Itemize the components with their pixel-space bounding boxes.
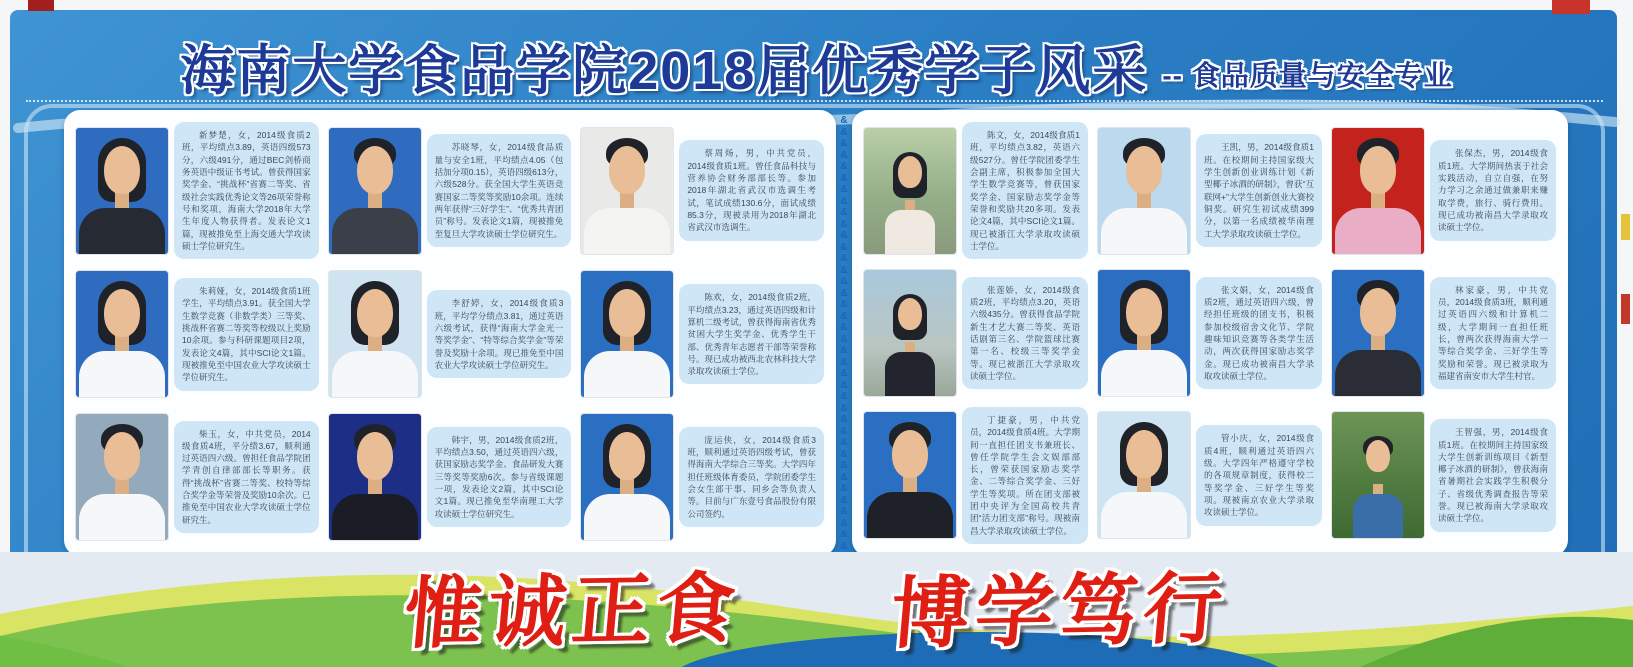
poster-title: 海南大学食品学院2018届优秀学子风采 bbox=[180, 41, 1149, 101]
photo-shirt bbox=[1335, 350, 1421, 396]
student-photo bbox=[76, 271, 168, 397]
student-photo bbox=[329, 414, 421, 540]
student-card bbox=[1098, 267, 1322, 399]
photo-shirt bbox=[332, 351, 418, 397]
photo-face bbox=[104, 289, 140, 337]
student-photo bbox=[581, 414, 673, 540]
motto-row bbox=[0, 550, 1633, 660]
student-card bbox=[581, 410, 824, 544]
student-card bbox=[581, 122, 824, 259]
ampersand-glyph: & bbox=[840, 138, 848, 149]
student-card bbox=[76, 267, 319, 401]
student-card bbox=[1098, 407, 1322, 544]
student-photo bbox=[1098, 270, 1190, 396]
photo-face bbox=[104, 146, 140, 194]
ampersand-glyph: & bbox=[840, 276, 848, 287]
student-bio: 朱莉娅，女，2014级食质1班学生，平均绩点3.91。获全国大学生数学竞赛（非数学类）三等奖、挑战杯省赛二等奖等校级以上奖励10余项。参与科研课题项目2项，发表论文4篇，其中SCI论文1篇。现被推免至中国农业大学攻读硕士学位研究生。 bbox=[174, 278, 319, 391]
photo-face bbox=[1126, 288, 1162, 336]
student-photo bbox=[1332, 128, 1424, 254]
student-card bbox=[1332, 267, 1556, 399]
ampersand-divider bbox=[836, 116, 852, 552]
photo-shirt bbox=[867, 492, 953, 538]
student-photo bbox=[864, 412, 956, 538]
ampersand-glyph: & bbox=[840, 379, 848, 391]
student-card bbox=[76, 122, 319, 259]
photo-shirt bbox=[332, 208, 418, 254]
student-bio: 苏晓琴，女，2014级食品质量与安全1班，平均绩点4.05（包括加分项0.15），英语四级613分，六级528分。获全国大学生英语竞赛国家二等奖等奖励10余项。连续两年获得“三好学生”、“优秀共青团员”称号。发表论文1篇，现被推免至复旦大学攻读硕士学位研究生。 bbox=[427, 134, 572, 247]
ampersand-glyph: & bbox=[840, 494, 848, 506]
photo-face bbox=[357, 146, 393, 194]
ampersand-glyph: & bbox=[840, 333, 848, 345]
ampersand-glyph: & bbox=[840, 368, 848, 379]
ampersand-glyph: & bbox=[840, 149, 848, 161]
student-photo bbox=[581, 271, 673, 397]
photo-shirt bbox=[584, 494, 670, 540]
edge-mark-yellow bbox=[1621, 214, 1630, 240]
photo-face bbox=[609, 146, 645, 194]
ampersand-glyph: & bbox=[840, 391, 848, 402]
student-card bbox=[864, 407, 1088, 544]
ampersand-glyph: & bbox=[840, 437, 848, 448]
student-card bbox=[581, 267, 824, 401]
student-bio: 管小庆，女，2014级食质4班，顺利通过英语四六级。大学四年严格遵守学校的各项规章制度，获得校二等奖学金、三好学生等奖项。现被南京农业大学录取攻读硕士学位。 bbox=[1196, 425, 1322, 525]
photo-shirt bbox=[79, 494, 165, 540]
photo-face bbox=[357, 289, 393, 337]
ampersand-glyph: & bbox=[840, 471, 848, 483]
ampersand-glyph: & bbox=[840, 184, 848, 195]
student-bio: 张保杰，男，2014级食质1班。大学期间热衷于社会实践活动，自立自强，在努力学习之余通过做兼职来赚取学费，旅行、骑行费用。现已成功被南昌大学录取攻读硕士学位。 bbox=[1430, 140, 1556, 240]
student-photo bbox=[1098, 128, 1190, 254]
student-bio: 林家豪，男，中共党员，2014级食质3班，顺利通过英语四六级和计算机二级，大学期间一直担任班长，曾两次获得海南大学一等综合奖学金、三好学生等奖励和荣誉。现已被录取为福建省南安市大学生村官。 bbox=[1430, 277, 1556, 390]
photo-face bbox=[1126, 430, 1162, 478]
student-card bbox=[864, 122, 1088, 259]
ampersand-glyph: & bbox=[840, 517, 848, 529]
student-bio: 张莲娇，女，2014级食质2班，平均绩点3.20，英语六级435分。曾获得食品学院新生才艺大赛二等奖、英语话剧第三名、学院篮球比赛第一名、校级三等奖学金等。现已被浙江大学录取攻读硕士学位。 bbox=[962, 277, 1088, 390]
ampersand-glyph: & bbox=[840, 414, 848, 425]
ampersand-glyph: & bbox=[840, 126, 848, 138]
student-photo bbox=[1332, 412, 1424, 538]
photo-shirt bbox=[584, 351, 670, 397]
ampersand-glyph: & bbox=[840, 241, 848, 253]
student-bio: 丁捷豪，男，中共党员，2014级食质4班。大学期间一直担任团支书兼班长、曾任学院学生会文娱部部长，曾荣获国家励志奖学金、二等综合奖学金、三好学生等奖项。所在团支部被团中央评为全国高校共青团“活力团支部”称号。现被南昌大学录取攻读硕士学位。 bbox=[962, 407, 1088, 544]
student-card bbox=[1098, 122, 1322, 259]
photo-shirt bbox=[1101, 350, 1187, 396]
photo-face bbox=[898, 298, 922, 330]
photo-shirt bbox=[332, 494, 418, 540]
student-bio: 韩宇，男，2014级食质2班，平均绩点3.50，通过英语四六级，获国家励志奖学金、食品研发大赛三等奖等奖励6次。参与省级课题一项，发表论文2篇，其中SCI论文1篇。现已推免至华南理工大学攻读硕士学位研究生。 bbox=[427, 427, 572, 527]
photo-shirt bbox=[1335, 208, 1421, 254]
photo-shirt bbox=[79, 351, 165, 397]
photo-face bbox=[1126, 146, 1162, 194]
ampersand-glyph: & bbox=[840, 356, 848, 368]
ampersand-glyph: & bbox=[840, 115, 848, 126]
ampersand-glyph: & bbox=[840, 230, 848, 241]
student-photo bbox=[329, 128, 421, 254]
photo-shirt bbox=[885, 210, 935, 254]
student-card bbox=[329, 122, 572, 259]
edge-mark-red bbox=[1621, 294, 1630, 324]
student-bio: 新梦楚，女，2014级食质2班，平均绩点3.89，英语四级573分，六级491分，通过BEC剑桥商务英语中级证书考试。曾获得国家奖学金、“挑战杯”省赛二等奖、省级社会实践优秀论文等26项荣誉称号和奖项，海南大学2018年大学生年度人物获得者。发表论文1篇，现被推免至上海交通大学攻读硕士学位研究生。 bbox=[174, 122, 319, 259]
photo-face bbox=[1360, 288, 1396, 336]
photo-shirt bbox=[1101, 492, 1187, 538]
corner-tab-right bbox=[1552, 0, 1590, 14]
student-photo bbox=[864, 128, 956, 254]
ampersand-glyph: & bbox=[840, 299, 848, 310]
student-bio: 王凯，男，2014级食质1班。在校期间主持国家级大学生创新创业训练计划《新型椰子冰酒的研制》，曾获“互联网+”大学生创新创业大赛校铜奖。研究生初试成绩399分，以第一名成绩被华南理工大学录取攻读硕士学位。 bbox=[1196, 134, 1322, 247]
photo-shirt bbox=[1353, 494, 1403, 538]
title-row bbox=[0, 14, 1633, 101]
ampersand-glyph: & bbox=[840, 345, 848, 356]
photo-shirt bbox=[1101, 208, 1187, 254]
ampersand-glyph: & bbox=[840, 207, 848, 218]
ampersand-glyph: & bbox=[840, 460, 848, 471]
photo-face bbox=[892, 430, 928, 478]
student-card bbox=[1332, 122, 1556, 259]
student-bio: 张文娟，女，2014级食质2班，通过英语四六级，曾经担任班级的团支书，积极参加校级宿舍文化节、学院趣味知识竞赛等各类学生活动，两次获得国家励志奖学金。现已成功被南昌大学录取攻读硕士学位。 bbox=[1196, 277, 1322, 390]
ampersand-glyph: & bbox=[840, 264, 848, 276]
student-card bbox=[329, 410, 572, 544]
photo-face bbox=[609, 432, 645, 480]
motto-right: 博学笃行 bbox=[886, 564, 1232, 658]
student-photo bbox=[1332, 270, 1424, 396]
right-student-panel bbox=[852, 110, 1568, 556]
photo-face bbox=[898, 156, 922, 188]
photo-shirt bbox=[79, 208, 165, 254]
student-photo bbox=[76, 414, 168, 540]
ampersand-glyph: & bbox=[840, 172, 848, 184]
photo-face bbox=[357, 432, 393, 480]
photo-face bbox=[1366, 440, 1390, 472]
student-photo bbox=[581, 128, 673, 254]
student-photo bbox=[864, 270, 956, 396]
ampersand-glyph: & bbox=[840, 529, 848, 540]
ampersand-glyph: & bbox=[840, 161, 848, 172]
student-bio: 庞运侠，女，2014级食质3班，顺利通过英语四级考试，曾获得海南大学综合三等奖。大学四年担任班级体育委员，学院团委学生会女生部干事、同乡会等负责人等。目前与广东壹号食品股份有限公司签约。 bbox=[679, 427, 824, 527]
ampersand-glyph: & bbox=[840, 310, 848, 322]
left-student-panel bbox=[64, 110, 836, 556]
student-card bbox=[76, 410, 319, 544]
corner-tab-left bbox=[28, 0, 54, 11]
student-bio: 李舒婷，女，2014级食质3班，平均学分绩点3.81，通过英语六级考试，获得“海南大学金光一等奖学金”、“特等综合奖学金”等荣誉及奖励十余项。现已推免至中国农业大学攻读硕士学位研究生。 bbox=[427, 290, 572, 378]
ampersand-glyph: & bbox=[840, 402, 848, 414]
ampersand-glyph: & bbox=[840, 540, 848, 552]
ampersand-glyph: & bbox=[840, 195, 848, 207]
student-card bbox=[329, 267, 572, 401]
student-bio: 陈欢，女，2014级食质2班，平均绩点3.23，通过英语四级和计算机二级考试，曾获得海南省优秀贫困大学生奖学金、优秀学生干部、优秀青年志愿者干部等荣誉称号。现已成功被西北农林科技大学录取攻读硕士学位。 bbox=[679, 284, 824, 384]
student-bio: 蔡周炀，男，中共党员，2014级食质1班。曾任食品科技与营养协会财务部部长等。参加2018年湖北省武汉市选调生考试，笔试成绩130.6分，面试成绩85.3分，现被录用为2018年湖北省武汉市选调生。 bbox=[679, 140, 824, 240]
ampersand-glyph: & bbox=[840, 483, 848, 494]
ampersand-glyph: & bbox=[840, 287, 848, 299]
ampersand-glyph: & bbox=[840, 218, 848, 230]
ampersand-glyph: & bbox=[840, 506, 848, 517]
ampersand-glyph: & bbox=[840, 448, 848, 460]
student-bio: 柴玉，女，中共党员，2014级食质4班，平分绩3.67，顺利通过英语四六级。曾担任食品学院团学青创自律部部长等职务。获得“挑战杯”省赛二等奖、校特等综合奖学金等荣誉及奖励10余次。已推免至中国农业大学攻读硕士学位研究生。 bbox=[174, 421, 319, 534]
ampersand-glyph: & bbox=[840, 253, 848, 264]
student-photo bbox=[76, 128, 168, 254]
student-bio: 王智强，男，2014级食质1班。在校期间主持国家级大学生创新训练项目《新型椰子冰酒的研制》，曾获海南省暑期社会实践学生积极分子、省级优秀调查报告等荣誉。现已被海南大学录取攻读硕士学位。 bbox=[1430, 419, 1556, 532]
student-bio: 陈文，女，2014级食质1班，平均绩点3.82，英语六级527分。曾任学院团委学生会副主席，积极参加全国大学生数学竞赛等，曾获国家奖学金、国家励志奖学金等荣誉和奖励共20多项。发表论文4篇，其中SCI论文1篇。现已被浙江大学录取攻读硕士学位。 bbox=[962, 122, 1088, 259]
photo-shirt bbox=[885, 352, 935, 396]
student-card bbox=[1332, 407, 1556, 544]
student-card bbox=[864, 267, 1088, 399]
photo-shirt bbox=[584, 208, 670, 254]
photo-face bbox=[104, 432, 140, 480]
ampersand-glyph: & bbox=[840, 322, 848, 333]
ampersand-glyph: & bbox=[840, 425, 848, 437]
photo-face bbox=[1360, 146, 1396, 194]
motto-left: 惟诚正食 bbox=[400, 564, 746, 658]
poster-subtitle: -- 食品质量与安全专业 bbox=[1162, 60, 1453, 91]
student-photo bbox=[329, 271, 421, 397]
photo-face bbox=[609, 289, 645, 337]
student-photo bbox=[1098, 412, 1190, 538]
